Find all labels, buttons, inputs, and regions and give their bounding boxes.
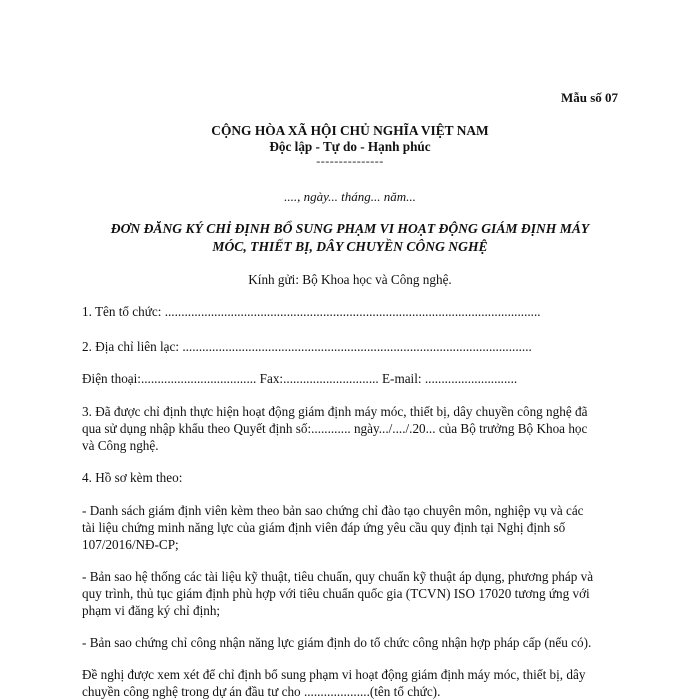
address-field: 2. Địa chỉ liên lạc: .......................................................................................................... (82, 339, 532, 354)
recipient-line: Kính gửi: Bộ Khoa học và Công nghệ. (248, 272, 452, 287)
contact-field: Điện thoại:................................... Fax:............................. E-mail: ............................ (82, 371, 518, 386)
section4-item2-line-2: quy trình, thủ tục giám định phù hợp với tiêu chuẩn quốc gia (TCVN) ISO 17020 tương ứng với (82, 586, 590, 601)
section4-item1-line-3: 107/2016/NĐ-CP; (82, 537, 179, 552)
national-motto: Độc lập - Tự do - Hạnh phúc (269, 139, 431, 154)
section4-heading: 4. Hồ sơ kèm theo: (82, 470, 183, 485)
date-line: ...., ngày... tháng... năm... (284, 189, 416, 204)
header-separator: --------------- (316, 154, 384, 168)
request-line-2: chuyền công nghệ trong dự án đầu tư cho ....................(tên tổ chức). (82, 684, 441, 699)
section3-line-1: 3. Đã được chỉ định thực hiện hoạt động giám định máy móc, thiết bị, dây chuyền công nghệ đã (82, 404, 588, 419)
org-name-field: 1. Tên tổ chức: .................................................................................................................. (82, 304, 541, 319)
section4-item3-line-1: - Bản sao chứng chỉ công nhận năng lực giám định do tổ chức công nhận hợp pháp cấp (nếu có). (82, 635, 592, 650)
form-number: Mẫu số 07 (560, 90, 618, 105)
section3-line-3: và Công nghệ. (82, 438, 159, 453)
section3-line-2: qua sử dụng nhập khẩu theo Quyết định số:............ ngày.../..../.20... của Bộ trưởng Bộ Khoa học (82, 421, 588, 436)
document-title-line-1: ĐƠN ĐĂNG KÝ CHỈ ĐỊNH BỔ SUNG PHẠM VI HOẠT ĐỘNG GIÁM ĐỊNH MÁY (110, 221, 590, 236)
section4-item2-line-3: phạm vi đăng ký chỉ định; (82, 603, 221, 618)
national-title: CỘNG HÒA XÃ HỘI CHỦ NGHĨA VIỆT NAM (211, 123, 489, 138)
section4-item1-line-2: tài liệu chứng minh năng lực của giám định viên đáp ứng yêu cầu quy định tại Nghị định số (82, 520, 566, 535)
section4-item2-line-1: - Bản sao hệ thống các tài liệu kỹ thuật, tiêu chuẩn, quy chuẩn kỹ thuật áp dụng, phương pháp và (82, 569, 594, 584)
request-line-1: Đề nghị được xem xét để chỉ định bổ sung phạm vi hoạt động giám định máy móc, thiết bị, dây (82, 667, 586, 682)
section4-item1-line-1: - Danh sách giám định viên kèm theo bản sao chứng chỉ đào tạo chuyên môn, nghiệp vụ và các (82, 503, 584, 518)
document-title-line-2: MÓC, THIẾT BỊ, DÂY CHUYỀN CÔNG NGHỆ (212, 239, 488, 254)
